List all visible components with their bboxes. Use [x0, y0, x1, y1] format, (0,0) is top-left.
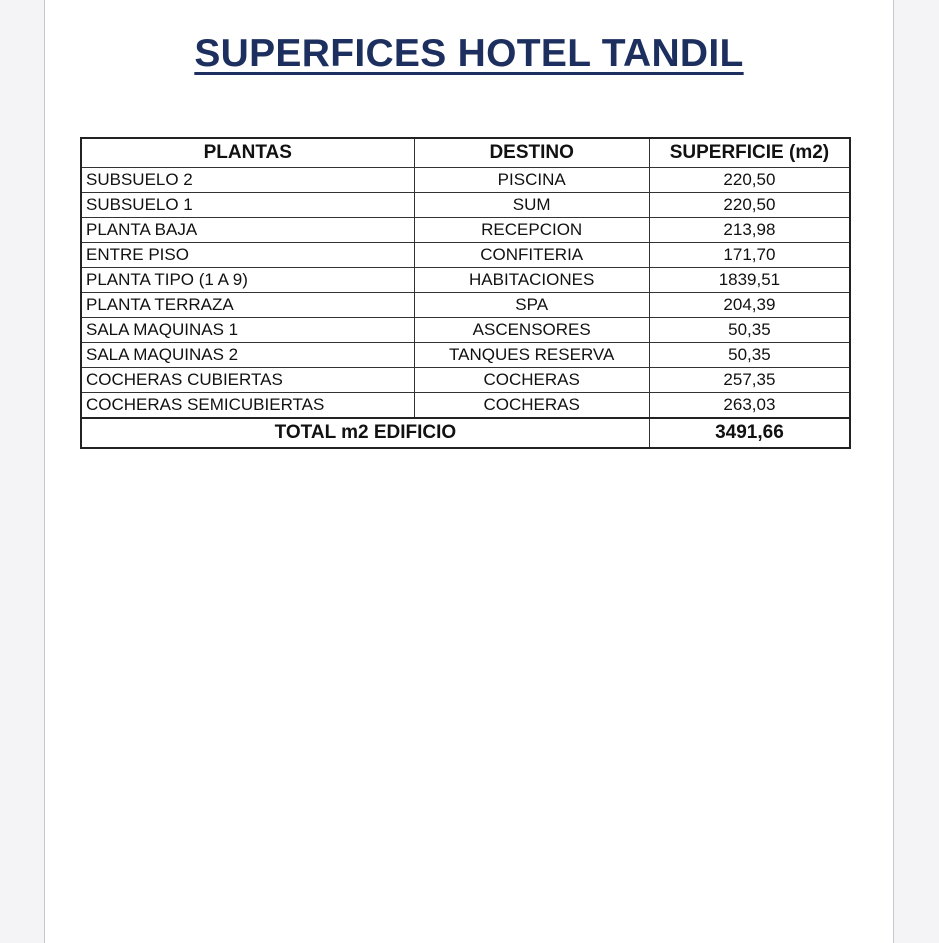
cell-planta: SALA MAQUINAS 1	[81, 318, 414, 343]
cell-superficie: 50,35	[649, 343, 850, 368]
header-superficie: SUPERFICIE (m2)	[649, 138, 850, 168]
cell-superficie: 257,35	[649, 368, 850, 393]
cell-destino: TANQUES RESERVA	[414, 343, 649, 368]
table-row	[81, 368, 850, 393]
table-row	[81, 293, 850, 318]
cell-destino: SPA	[414, 293, 649, 318]
cell-destino: CONFITERIA	[414, 243, 649, 268]
cell-planta: PLANTA BAJA	[81, 218, 414, 243]
table-row	[81, 343, 850, 368]
header-destino: DESTINO	[414, 138, 649, 168]
table-row	[81, 243, 850, 268]
cell-destino: SUM	[414, 193, 649, 218]
cell-destino: ASCENSORES	[414, 318, 649, 343]
cell-planta: COCHERAS CUBIERTAS	[81, 368, 414, 393]
document-page	[44, 0, 894, 943]
table-row	[81, 193, 850, 218]
title-text: SUPERFICES HOTEL TANDIL	[194, 32, 744, 75]
cell-superficie: 220,50	[649, 168, 850, 193]
table-row	[81, 393, 850, 419]
cell-planta: PLANTA TERRAZA	[81, 293, 414, 318]
cell-planta: SUBSUELO 1	[81, 193, 414, 218]
surface-table	[80, 137, 851, 449]
cell-superficie: 213,98	[649, 218, 850, 243]
document-title	[45, 32, 893, 76]
cell-destino: RECEPCION	[414, 218, 649, 243]
cell-superficie: 1839,51	[649, 268, 850, 293]
table-row	[81, 168, 850, 193]
cell-superficie: 220,50	[649, 193, 850, 218]
cell-destino: HABITACIONES	[414, 268, 649, 293]
cell-planta: SUBSUELO 2	[81, 168, 414, 193]
total-value: 3491,66	[649, 418, 850, 448]
cell-superficie: 204,39	[649, 293, 850, 318]
cell-planta: COCHERAS SEMICUBIERTAS	[81, 393, 414, 419]
total-label: TOTAL m2 EDIFICIO	[81, 418, 649, 448]
cell-superficie: 50,35	[649, 318, 850, 343]
header-plantas: PLANTAS	[81, 138, 414, 168]
cell-planta: PLANTA TIPO (1 A 9)	[81, 268, 414, 293]
cell-superficie: 263,03	[649, 393, 850, 419]
cell-superficie: 171,70	[649, 243, 850, 268]
cell-destino: PISCINA	[414, 168, 649, 193]
cell-destino: COCHERAS	[414, 393, 649, 419]
table-header-row	[81, 138, 850, 168]
table-row	[81, 218, 850, 243]
cell-planta: SALA MAQUINAS 2	[81, 343, 414, 368]
table-total-row	[81, 418, 850, 448]
table-row	[81, 318, 850, 343]
table-row	[81, 268, 850, 293]
cell-planta: ENTRE PISO	[81, 243, 414, 268]
cell-destino: COCHERAS	[414, 368, 649, 393]
